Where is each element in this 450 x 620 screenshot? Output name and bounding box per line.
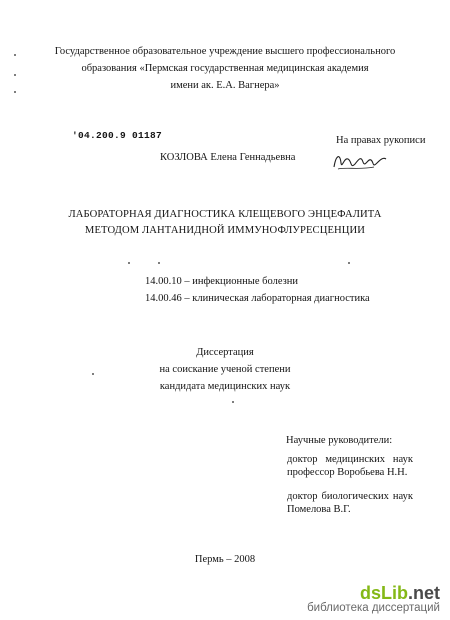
advisor-2-degree: доктор биологических наук: [287, 491, 413, 502]
advisor-1-name: профессор Воробьева Н.Н.: [287, 467, 408, 478]
scan-speck: [348, 262, 350, 264]
scan-speck: [158, 262, 160, 264]
institution-line-1: Государственное образовательное учреждение высшего профессионального: [54, 46, 396, 57]
advisors-heading: Научные руководители:: [286, 435, 393, 446]
thesis-title-line-2: МЕТОДОМ ЛАНТАНИДНОЙ ИММУНОФЛУРЕСЦЕНЦИИ: [84, 225, 366, 236]
dslib-watermark-subtitle: библиотека диссертаций: [307, 602, 440, 614]
registration-number: '04.200.9 01187: [72, 130, 163, 141]
thesis-title-line-1: ЛАБОРАТОРНАЯ ДИАГНОСТИКА КЛЕЩЕВОГО ЭНЦЕФАЛИТА: [68, 209, 382, 220]
dslib-watermark-logo: [360, 583, 440, 604]
advisor-1-degree: доктор медицинских наук: [287, 454, 413, 465]
manuscript-rights-note: На правах рукописи: [336, 135, 426, 146]
degree-line-2: кандидата медицинских наук: [159, 381, 291, 392]
thesis-type: Диссертация: [196, 347, 254, 358]
specialty-2: 14.00.46 – клиническая лабораторная диагностика: [145, 293, 370, 304]
institution-line-3: имени ак. Е.А. Вагнера»: [170, 80, 280, 91]
scan-speck: [14, 54, 16, 56]
institution-line-2: образования «Пермская государственная медицинская академия: [81, 63, 369, 74]
degree-line-1: на соискание ученой степени: [159, 364, 291, 375]
scan-speck: [14, 91, 16, 93]
scan-speck: [128, 262, 130, 264]
scan-speck: [92, 373, 94, 375]
specialty-1: 14.00.10 – инфекционные болезни: [145, 276, 298, 287]
handwritten-signature: [330, 147, 388, 175]
watermark-logo-main: dsLib: [359, 583, 408, 603]
scan-speck: [232, 401, 234, 403]
advisor-2-name: Помелова В.Г.: [287, 504, 351, 515]
city-year: Пермь – 2008: [194, 554, 256, 565]
watermark-logo-suffix: .net: [407, 583, 440, 603]
author-name: КОЗЛОВА Елена Геннадьевна: [160, 152, 296, 163]
scan-speck: [14, 74, 16, 76]
